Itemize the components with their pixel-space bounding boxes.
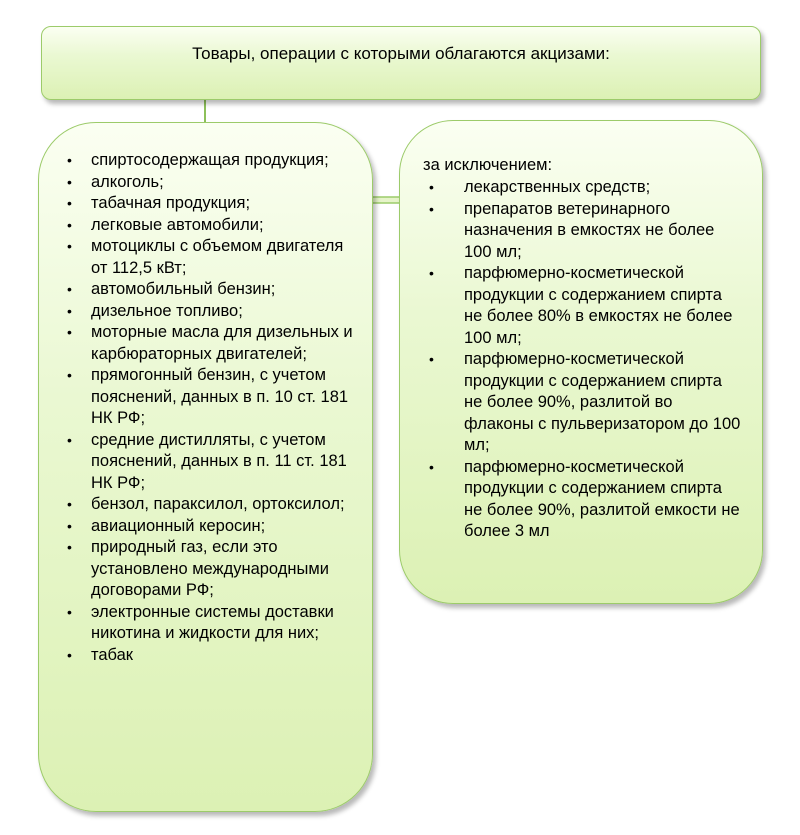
list-item — [423, 263, 743, 349]
list-item — [61, 516, 361, 538]
list-item-text: парфюмерно-косметической продукции с содержанием спирта не более 80% в емкостях не более 100 мл; — [464, 264, 733, 347]
bullet-icon: • — [67, 281, 72, 297]
bullet-icon: • — [429, 351, 434, 367]
exceptions-intro: за исключением: — [423, 156, 553, 174]
list-item-text: мотоциклы с объемом двигателя от 112,5 кВт; — [91, 237, 344, 277]
list-item — [61, 172, 361, 194]
bullet-icon: • — [67, 646, 72, 663]
excisable-goods-box — [38, 122, 373, 812]
list-item — [61, 645, 361, 667]
list-item — [423, 199, 743, 264]
list-item — [61, 193, 361, 215]
exceptions-box — [399, 120, 763, 604]
list-item-text: спиртосодержащая продукция; — [91, 151, 329, 169]
bullet-icon: • — [429, 458, 434, 475]
list-item — [61, 365, 361, 430]
list-item-text: авиационный керосин; — [91, 516, 266, 535]
exceptions-list — [423, 177, 743, 543]
bullet-icon: • — [67, 367, 72, 383]
list-item-text: парфюмерно-косметической продукции с содержанием спирта не более 90%, разлитой во флаконы с пульверизатором до 100 мл; — [464, 350, 741, 454]
bullet-icon: • — [429, 179, 434, 195]
list-item-text: препаратов ветеринарного назначения в емкостях не более 100 мл; — [464, 199, 715, 261]
list-item-text: бензол, параксилол, ортоксилол; — [91, 495, 345, 513]
list-item-text: табак — [91, 645, 134, 664]
page-title: Товары, операции с которыми облагаются акцизами: — [192, 44, 610, 63]
list-item — [61, 236, 361, 279]
bullet-icon: • — [67, 324, 72, 340]
bullet-icon: • — [67, 173, 72, 190]
list-item-text: природный газ, если это установлено международными договорами РФ; — [91, 538, 329, 599]
list-item — [61, 602, 361, 645]
list-item-text: моторные масла для дизельных и карбюраторных двигателей; — [91, 323, 353, 363]
list-item — [423, 457, 743, 543]
bullet-icon: • — [67, 431, 72, 448]
list-item-text: средние дистилляты, с учетом пояснений, данных в п. 11 ст. 181 НК РФ; — [91, 430, 347, 492]
list-item — [423, 177, 743, 199]
list-item-text: легковые автомобили; — [91, 215, 264, 234]
list-item — [423, 349, 743, 457]
list-item-text: дизельное топливо; — [91, 301, 243, 320]
bullet-icon: • — [67, 152, 72, 168]
bullet-icon: • — [429, 200, 434, 217]
bullet-icon: • — [67, 195, 72, 211]
list-item — [61, 301, 361, 323]
bullet-icon: • — [67, 496, 72, 512]
list-item — [61, 430, 361, 495]
bullet-icon: • — [67, 216, 72, 233]
list-item-text: автомобильный бензин; — [91, 280, 276, 298]
bullet-icon: • — [429, 265, 434, 281]
list-item-text: прямогонный бензин, с учетом пояснений, данных в п. 10 ст. 181 НК РФ; — [91, 366, 349, 427]
list-item — [61, 279, 361, 301]
list-item-text: парфюмерно-косметической продукции с содержанием спирта не более 90%, разлитой емкости не более 3 мл — [464, 457, 740, 540]
list-item — [61, 215, 361, 237]
list-item-text: электронные системы доставки никотина и жидкости для них; — [91, 602, 334, 642]
list-item-text: алкоголь; — [91, 172, 164, 191]
list-item — [61, 537, 361, 602]
bullet-icon: • — [67, 603, 72, 620]
list-item — [61, 322, 361, 365]
list-item-text: табачная продукция; — [91, 194, 251, 212]
list-item — [61, 494, 361, 516]
bullet-icon: • — [67, 238, 72, 254]
bullet-icon: • — [67, 539, 72, 555]
bullet-icon: • — [67, 517, 72, 534]
list-item — [61, 150, 361, 172]
excisable-goods-list — [61, 150, 361, 666]
title-box — [41, 26, 761, 100]
bullet-icon: • — [67, 302, 72, 319]
list-item-text: лекарственных средств; — [464, 178, 651, 196]
